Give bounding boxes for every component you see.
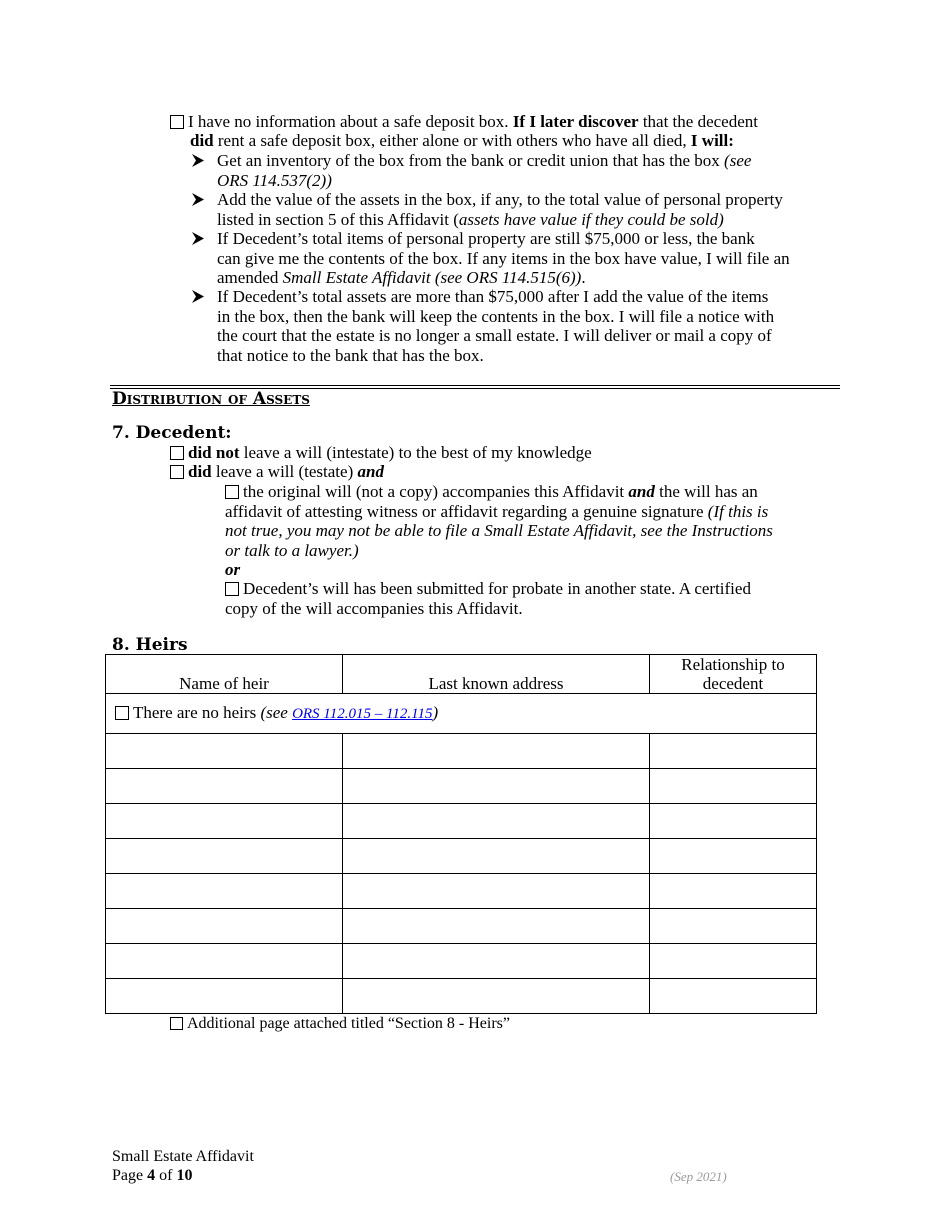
heir-name-cell[interactable] (106, 874, 343, 909)
bullet-text: . (581, 268, 586, 287)
probate-option (225, 579, 850, 618)
option-text: the will has an (654, 482, 758, 501)
page-current: 4 (147, 1167, 156, 1184)
testate-checkbox[interactable] (170, 465, 184, 479)
heir-name-cell[interactable] (106, 769, 343, 804)
table-row (106, 944, 817, 979)
bullet-item (190, 287, 840, 367)
bullet-text: amended (217, 268, 283, 287)
safe-deposit-bold: did (190, 131, 214, 150)
heir-address-cell[interactable] (343, 839, 650, 874)
heir-address-cell[interactable] (343, 944, 650, 979)
heir-address-cell[interactable] (343, 804, 650, 839)
no-heirs-text: There are no heirs (133, 702, 261, 722)
safe-deposit-text: rent a safe deposit box, either alone or with others who have all died, (213, 131, 691, 150)
option-text: the original will (not a copy) accompanies this Affidavit (243, 482, 629, 501)
safe-deposit-line2 (190, 131, 850, 151)
heir-name-cell[interactable] (106, 839, 343, 874)
heir-address-cell[interactable] (343, 979, 650, 1014)
section7-heading: 7. Decedent: (112, 423, 232, 443)
arrow-bullet-icon (190, 287, 206, 306)
safe-deposit-bold: If I later discover (512, 112, 639, 131)
heir-name-cell[interactable] (106, 734, 343, 769)
bullet-text: Get an inventory of the box from the bank or credit union that has the box (217, 151, 725, 170)
or-label (225, 560, 240, 580)
heirs-table (105, 654, 817, 1014)
distribution-heading: Distribution of Assets (112, 389, 310, 409)
ors-link[interactable]: ORS 112.015 – 112.115 (292, 705, 433, 722)
bullet-item (190, 229, 840, 289)
intestate-option (170, 443, 850, 463)
arrow-bullet-icon (190, 229, 206, 248)
table-row (106, 734, 817, 769)
bullet-text: If Decedent’s total items of personal property are still $75,000 or less, the bank (217, 229, 755, 248)
bullet-italic: Small Estate Affidavit (see ORS 114.515(6)) (282, 268, 582, 287)
probate-checkbox[interactable] (225, 582, 239, 596)
option-bold: did (188, 462, 212, 481)
bullet-text: If Decedent’s total assets are more than $75,000 after I add the value of the items (217, 287, 769, 306)
or-text: or (225, 560, 241, 579)
safe-deposit-bold: I will: (690, 131, 734, 150)
option-text: leave a will (testate) (211, 462, 358, 481)
heir-name-cell[interactable] (106, 804, 343, 839)
bullet-text: in the box, then the bank will keep the contents in the box. I will file a notice with (217, 306, 775, 326)
no-heirs-row (106, 694, 817, 734)
safe-deposit-checkbox[interactable] (170, 115, 184, 129)
arrow-bullet-icon (190, 151, 206, 170)
option-text: affidavit of attesting witness or affidavit regarding a genuine signature (225, 501, 708, 521)
column-header-relationship-line1: Relationship to (681, 655, 785, 674)
table-row (106, 839, 817, 874)
heir-name-cell[interactable] (106, 944, 343, 979)
heir-address-cell[interactable] (343, 769, 650, 804)
option-bold-italic: and (628, 482, 655, 501)
page-total: 10 (176, 1167, 193, 1184)
page-label: Page (112, 1167, 148, 1184)
option-italic: (If this is (707, 501, 769, 521)
bullet-item (190, 151, 840, 191)
bullet-text: the court that the estate is no longer a small estate. I will deliver or mail a copy of (217, 326, 772, 345)
no-heirs-italic: ) (432, 702, 439, 722)
column-header-relationship-line2: decedent (702, 674, 764, 693)
bullet-text: can give me the contents of the box. If any items in the box have value, I will file an (217, 248, 790, 268)
column-header-relationship (650, 655, 817, 694)
safe-deposit-text: I have no information about a safe deposit box. (188, 112, 513, 131)
intestate-checkbox[interactable] (170, 446, 184, 460)
table-row (106, 804, 817, 839)
heirs-header-row (106, 655, 817, 694)
original-will-option (225, 482, 850, 560)
option-text: copy of the will accompanies this Affidavit. (225, 598, 523, 618)
additional-page-option (170, 1014, 510, 1034)
footer-title: Small Estate Affidavit (112, 1148, 254, 1165)
bullet-item (190, 190, 840, 230)
safe-deposit-text: that the decedent (638, 112, 758, 131)
column-header-name: Name of heir (106, 655, 343, 694)
heir-relationship-cell[interactable] (650, 769, 817, 804)
bullet-italic: assets have value if they could be sold) (458, 209, 724, 229)
bullet-italic: (see (724, 151, 752, 170)
heir-name-cell[interactable] (106, 909, 343, 944)
revision-date: (Sep 2021) (670, 1169, 727, 1184)
bullet-italic: ORS 114.537(2)) (217, 170, 332, 190)
heir-address-cell[interactable] (343, 874, 650, 909)
additional-page-checkbox[interactable] (170, 1017, 183, 1030)
option-italic: not true, you may not be able to file a Small Estate Affidavit, see the Instructions (225, 521, 773, 540)
heir-address-cell[interactable] (343, 734, 650, 769)
heir-relationship-cell[interactable] (650, 944, 817, 979)
heir-relationship-cell[interactable] (650, 839, 817, 874)
section8-heading: 8. Heirs (112, 635, 188, 655)
additional-page-text: Additional page attached titled “Section 8 - Heirs” (187, 1015, 510, 1032)
bullet-text: that notice to the bank that has the box. (217, 345, 484, 365)
arrow-bullet-icon (190, 190, 206, 209)
option-bold-italic: and (357, 462, 384, 481)
heir-relationship-cell[interactable] (650, 979, 817, 1014)
option-text: leave a will (intestate) to the best of my knowledge (239, 443, 592, 462)
no-heirs-italic: (see (260, 702, 293, 722)
bullet-text: Add the value of the assets in the box, if any, to the total value of personal property (217, 190, 783, 209)
heir-relationship-cell[interactable] (650, 874, 817, 909)
safe-deposit-line1 (170, 112, 850, 132)
heir-relationship-cell[interactable] (650, 804, 817, 839)
column-header-address: Last known address (343, 655, 650, 694)
heir-address-cell[interactable] (343, 909, 650, 944)
table-row (106, 874, 817, 909)
bullet-text: listed in section 5 of this Affidavit ( (217, 209, 459, 229)
table-row (106, 909, 817, 944)
option-italic: or talk to a lawyer.) (225, 540, 359, 560)
option-text: Decedent’s will has been submitted for probate in another state. A certified (243, 579, 751, 598)
original-will-checkbox[interactable] (225, 485, 239, 499)
no-heirs-checkbox[interactable] (115, 706, 129, 720)
option-bold: did not (188, 443, 240, 462)
heir-name-cell[interactable] (106, 979, 343, 1014)
heir-relationship-cell[interactable] (650, 909, 817, 944)
table-row (106, 769, 817, 804)
table-row (106, 979, 817, 1014)
heir-relationship-cell[interactable] (650, 734, 817, 769)
section-divider (110, 385, 840, 386)
testate-option (170, 462, 850, 482)
footer-page-number (112, 1166, 192, 1186)
no-heirs-cell (106, 694, 817, 734)
page-of: of (155, 1167, 177, 1184)
